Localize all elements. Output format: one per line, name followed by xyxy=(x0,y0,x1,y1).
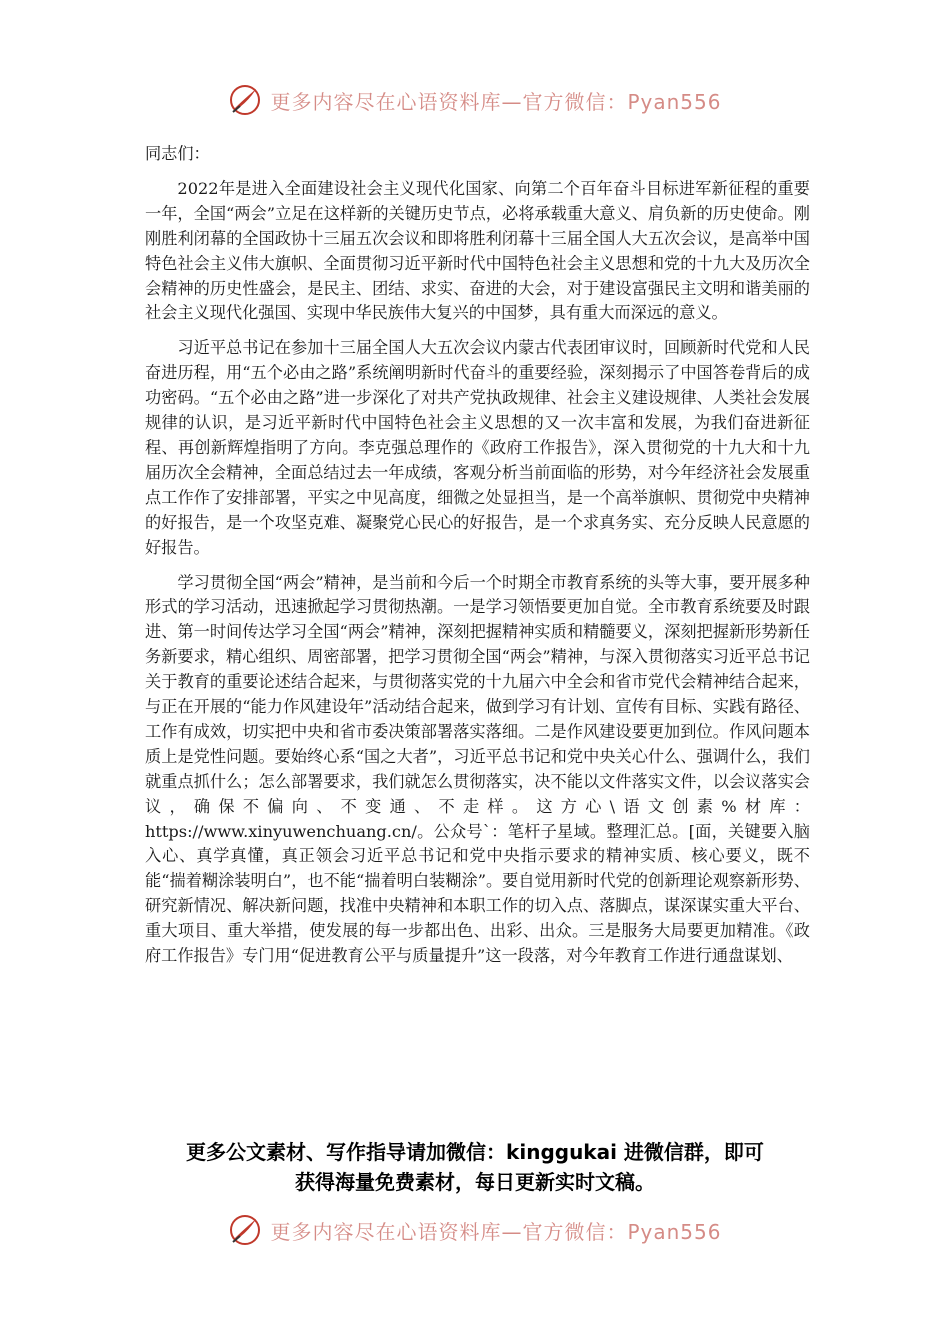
greeting: 同志们： xyxy=(145,144,210,163)
footer-watermark-text: 更多内容尽在心语资料库—官方微信：Pyan556 xyxy=(270,1219,722,1244)
footer-watermark xyxy=(0,1210,950,1250)
header-watermark xyxy=(0,80,950,120)
header-watermark-text: 更多内容尽在心语资料库—官方微信：Pyan556 xyxy=(270,89,722,114)
paragraph: 2022年是进入全面建设社会主义现代化国家、向第二个百年奋斗目标进军新征程的重要一年，全国“两会”立足在这样新的关键历史节点，必将承载重大意义、肩负新的历史使命。刚刚胜利闭幕的全国政协十三届五次会议和即将胜利闭幕十三届全国人大五次会议，是高举中国特色社会主义伟大旗帜、全面贯彻习近平新时代中国特色社会主义思想和党的十九大及历次全会精神的历史性盛会，是民主、团结、求实、奋进的大会，对于建设富强民主文明和谐美丽的社会主义现代化强国、实现中华民族伟大复兴的中国梦，具有重大而深远的意义。 xyxy=(145,178,810,323)
promo-notice xyxy=(0,1137,950,1197)
promo-line-1: 更多公文素材、写作指导请加微信：kinggukai 进微信群，即可 xyxy=(186,1140,764,1164)
quill-logo-icon xyxy=(228,1213,262,1247)
promo-line-2: 获得海量免费素材，每日更新实时文稿。 xyxy=(295,1170,655,1194)
quill-logo-icon xyxy=(228,83,262,117)
paragraph: 习近平总书记在参加十三届全国人大五次会议内蒙古代表团审议时，回顾新时代党和人民奋进历程，用“五个必由之路”系统阐明新时代奋斗的重要经验，深刻揭示了中国答卷背后的成功密码。“五个必由之路”进一步深化了对共产党执政规律、社会主义建设规律、人类社会发展规律的认识，是习近平新时代中国特色社会主义思想的又一次丰富和发展，为我们奋进新征程、再创新辉煌指明了方向。李克强总理作的《政府工作报告》，深入贯彻党的十九大和十九届历次全会精神，全面总结过去一年成绩，客观分析当前面临的形势，对今年经济社会发展重点工作作了安排部署，平实之中见高度，细微之处显担当，是一个高举旗帜、贯彻党中央精神的好报告，是一个攻坚克难、凝聚党心民心的好报告，是一个求真务实、充分反映人民意愿的好报告。 xyxy=(145,338,810,557)
paragraph: 学习贯彻全国“两会”精神，是当前和今后一个时期全市教育系统的头等大事，要开展多种形式的学习活动，迅速掀起学习贯彻热潮。一是学习领悟要更加自觉。全市教育系统要及时跟进、第一时间传达学习全国“两会”精神，深刻把握精神实质和精髓要义，深刻把握新形势新任务新要求，精心组织、周密部署，把学习贯彻全国“两会”精神，与深入贯彻落实习近平总书记关于教育的重要论述结合起来，与贯彻落实党的十九届六中全会和省市党代会精神结合起来，与正在开展的“能力作风建设年”活动结合起来，做到学习有计划、宣传有目标、实践有路径、工作有成效，切实把中央和省市委决策部署落实落细。二是作风建设要更加到位。作风问题本质上是党性问题。要始终心系“国之大者”，习近平总书记和党中央关心什么、强调什么，我们就重点抓什么；怎么部署要求，我们就怎么贯彻落实，决不能以文件落实文件，以会议落实会议，确保不偏向、不变通、不走样。这方心\语文创素%材库：https://www.xinyuwenchuang.cn/。公众号`：笔杆子星域。整理汇总。[面，关键要入脑入心、真学真懂，真正领会习近平总书记和党中央指示要求的精神实质、核心要义，既不能“揣着糊涂装明白”，也不能“揣着明白装糊涂”。要自觉用新时代党的创新理论观察新形势、研究新情况、解决新问题，找准中央精神和本职工作的切入点、落脚点，谋深谋实重大平台、重大项目、重大举措，使发展的每一步都出色、出彩、出众。三是服务大局要更加精准。《政府工作报告》专门用“促进教育公平与质量提升”这一段落，对今年教育工作进行通盘谋划、 xyxy=(145,572,810,966)
document-body xyxy=(145,142,810,979)
